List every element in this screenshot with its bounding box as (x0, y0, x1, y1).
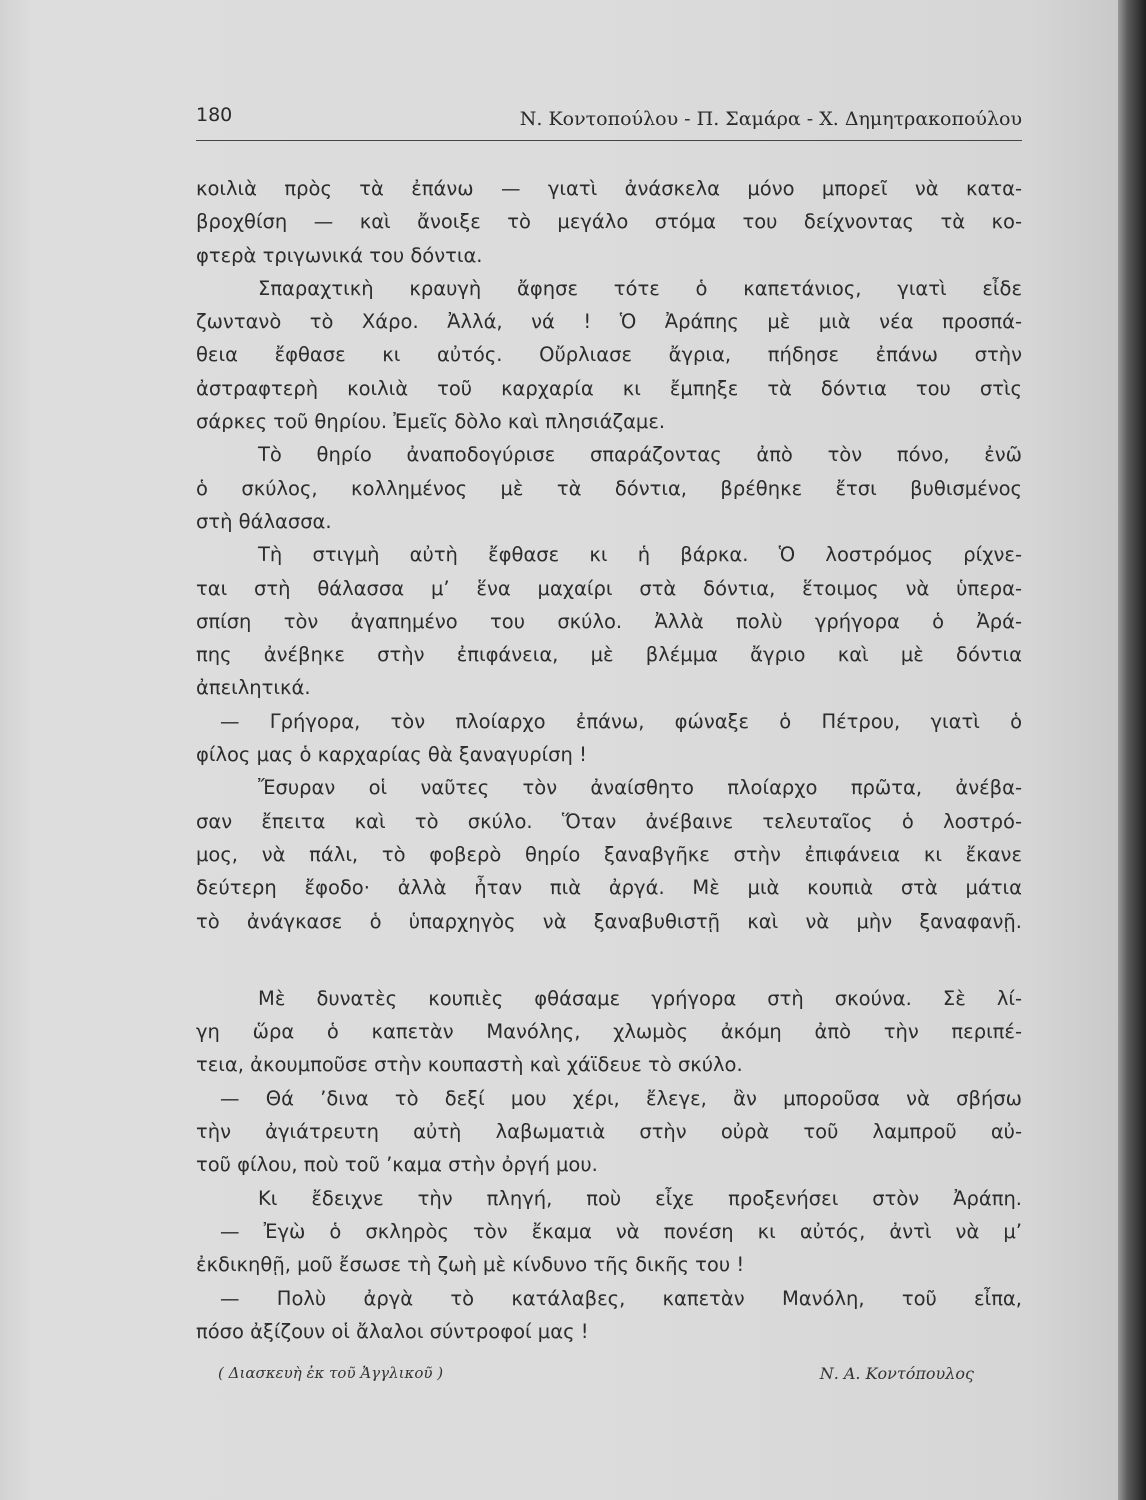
text-line: τοῦ φίλου, ποὺ τοῦ ’καμα στὴν ὀργή μου. (196, 1153, 598, 1177)
text-line: Κι ἔδειχνε τὴν πληγή, ποὺ εἶχε προξενήσει στὸν Ἀράπη. (258, 1186, 1022, 1210)
page-number: 180 (196, 104, 233, 126)
text-line: τὸ ἀνάγκασε ὁ ὑπαρχηγὸς νὰ ξαναβυθιστῇ καὶ νὰ μὴν ξαναφανῇ. (196, 909, 1022, 933)
text-line: γη ὥρα ὁ καπετὰν Μανόλης, χλωμὸς ἀκόμη ἀπὸ τὴν περιπέ- (196, 1020, 1022, 1044)
text-line: ἐκδικηθῇ, μοῦ ἔσωσε τὴ ζωὴ μὲ κίνδυνο τῆς δικῆς του ! (196, 1253, 745, 1277)
text-line: ἀπειλητικά. (196, 676, 311, 700)
text-line: σαν ἔπειτα καὶ τὸ σκύλο. Ὅταν ἀνέβαινε τελευταῖος ὁ λοστρό- (196, 809, 1022, 833)
text-line: θεια ἔφθασε κι αὐτός. Οὔρλιασε ἄγρια, πήδησε ἐπάνω στὴν (196, 343, 1022, 367)
text-line: ὁ σκύλος, κολλημένος μὲ τὰ δόντια, βρέθηκε ἔτσι βυθισμένος (196, 476, 1022, 500)
text-line: μος, νὰ πάλι, τὸ φοβερὸ θηρίο ξαναβγῆκε στὴν ἐπιφάνεια κι ἔκανε (196, 842, 1022, 866)
text-line: — Πολὺ ἀργὰ τὸ κατάλαβες, καπετὰν Μανόλη, τοῦ εἶπα, (220, 1286, 1022, 1310)
text-line: πόσο ἀξίζουν οἱ ἄλαλοι σύντροφοί μας ! (196, 1319, 589, 1343)
source-note: ( Διασκευὴ ἐκ τοῦ Ἀγγλικοῦ ) (218, 1364, 444, 1382)
text-line: τὴν ἀγιάτρευτη αὐτὴ λαβωματιὰ στὴν οὐρὰ τοῦ λαμπροῦ αὐ- (196, 1120, 1022, 1144)
text-line: δεύτερη ἔφοδο· ἀλλὰ ἦταν πιὰ ἀργά. Μὲ μιὰ κουπιὰ στὰ μάτια (196, 876, 1022, 900)
page-header (196, 104, 1022, 141)
page-footer (218, 1364, 974, 1390)
author-signature: Ν. Α. Κοντόπουλος (819, 1364, 974, 1383)
body-text (196, 172, 1022, 1348)
text-line: ἀστραφτερὴ κοιλιὰ τοῦ καρχαρία κι ἔμπηξε τὰ δόντια του στὶς (196, 376, 1022, 400)
text-line: Τὸ θηρίο ἀναποδογύρισε σπαράζοντας ἀπὸ τὸν πόνο, ἐνῶ (258, 443, 1022, 467)
book-spine-shadow (1118, 0, 1146, 1500)
text-line: τεια, ἀκουμποῦσε στὴν κουπαστὴ καὶ χάϊδευε τὸ σκύλο. (196, 1053, 743, 1077)
text-line: — Γρήγορα, τὸν πλοίαρχο ἐπάνω, φώναξε ὁ Πέτρου, γιατὶ ὁ (220, 709, 1022, 733)
text-line: σάρκες τοῦ θηρίου. Ἐμεῖς δὸλο καὶ πλησιάζαμε. (196, 410, 666, 434)
text-line: πης ἀνέβηκε στὴν ἐπιφάνεια, μὲ βλέμμα ἄγριο καὶ μὲ δόντια (196, 643, 1022, 667)
text-line: Σπαραχτικὴ κραυγὴ ἄφησε τότε ὁ καπετάνιος, γιατὶ εἶδε (258, 276, 1022, 300)
text-line: Ἔσυραν οἱ ναῦτες τὸν ἀναίσθητο πλοίαρχο πρῶτα, ἀνέβα- (258, 776, 1022, 800)
section-gap (196, 938, 1022, 982)
text-line: — Θά ’δινα τὸ δεξί μου χέρι, ἔλεγε, ἂν μποροῦσα νὰ σβήσω (220, 1086, 1022, 1110)
text-line: — Ἐγὼ ὁ σκληρὸς τὸν ἔκαμα νὰ πονέση κι αὐτός, ἀντὶ νὰ μ’ (220, 1219, 1022, 1243)
text-line: κοιλιὰ πρὸς τὰ ἐπάνω — γιατὶ ἀνάσκελα μόνο μπορεῖ νὰ κατα- (196, 177, 1022, 200)
text-line: βροχθίση — καὶ ἄνοιξε τὸ μεγάλο στόμα του δείχνοντας τὰ κο- (196, 210, 1022, 234)
text-line: ζωντανὸ τὸ Χάρο. Ἀλλά, νά ! Ὁ Ἀράπης μὲ μιὰ νέα προσπά- (196, 310, 1022, 334)
text-line: στὴ θάλασσα. (196, 509, 332, 533)
text-line: Τὴ στιγμὴ αὐτὴ ἔφθασε κι ἡ βάρκα. Ὁ λοστρόμος ρίχνε- (258, 543, 1022, 567)
text-line: ται στὴ θάλασσα μ’ ἕνα μαχαίρι στὰ δόντια, ἕτοιμος νὰ ὑπερα- (196, 576, 1022, 600)
text-line: σπίση τὸν ἀγαπημένο του σκύλο. Ἀλλὰ πολὺ γρήγορα ὁ Ἀρά- (196, 609, 1022, 633)
running-head: Ν. Κοντοπούλου - Π. Σαμάρα - Χ. Δημητρακοπούλου (519, 108, 1022, 130)
text-line: φτερὰ τριγωνικά του δόντια. (196, 243, 483, 267)
text-line: Μὲ δυνατὲς κουπιὲς φθάσαμε γρήγορα στὴ σκούνα. Σὲ λί- (258, 986, 1022, 1010)
text-line: φίλος μας ὁ καρχαρίας θὰ ξαναγυρίση ! (196, 743, 587, 767)
